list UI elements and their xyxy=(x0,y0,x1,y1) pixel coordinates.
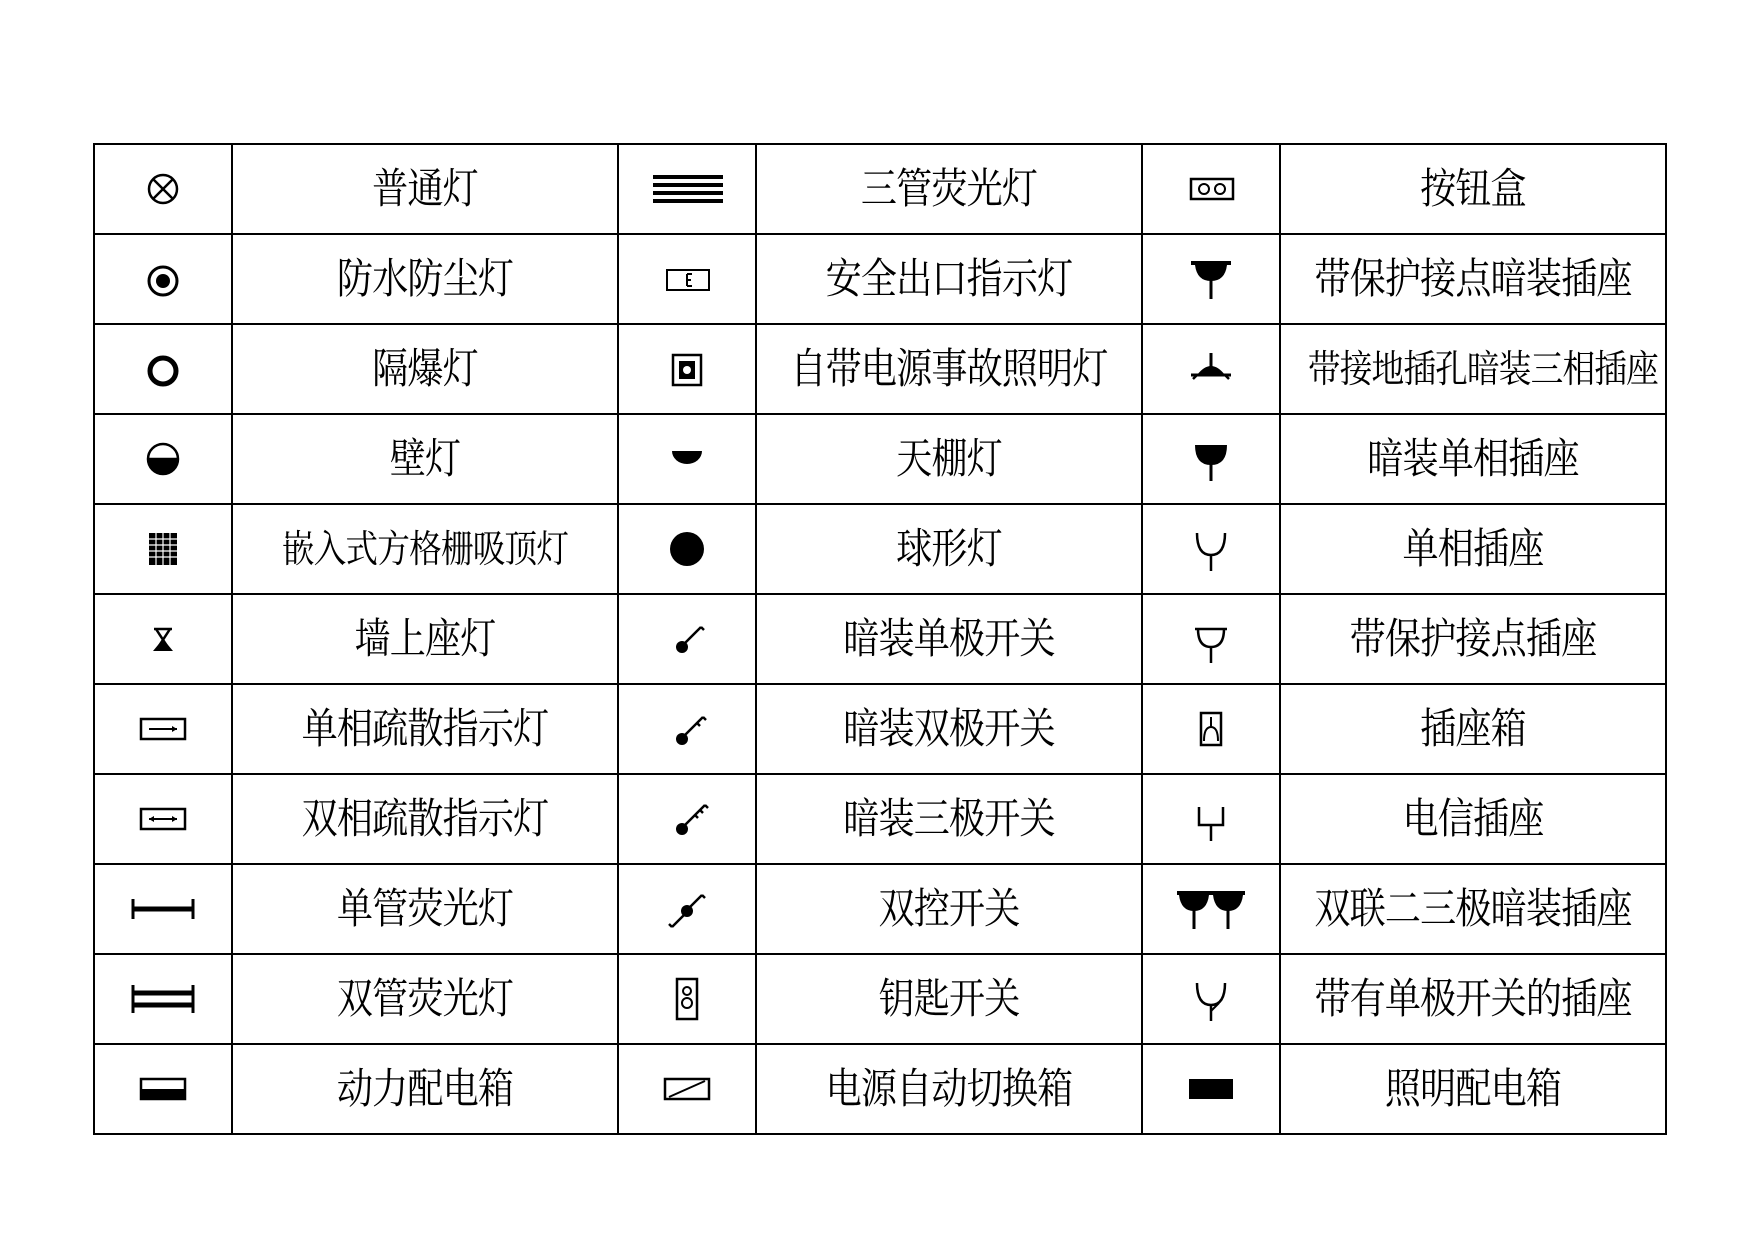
wall-mounted-lamp-icon xyxy=(103,599,223,679)
emergency-lamp-icon xyxy=(627,329,747,409)
table-row xyxy=(94,954,1666,1044)
symbol-label: 墙上座灯 xyxy=(259,594,591,684)
socket-box-icon xyxy=(1151,689,1271,769)
table-row xyxy=(94,504,1666,594)
concealed-grounded-socket-icon xyxy=(1151,239,1271,319)
symbol-cell xyxy=(618,1044,756,1134)
symbol-label: 天棚灯 xyxy=(783,414,1115,504)
symbol-label: 动力配电箱 xyxy=(259,1044,591,1134)
table-row xyxy=(94,864,1666,954)
symbol-label: 暗装三极开关 xyxy=(783,774,1115,864)
triple-fluorescent-lamp-icon xyxy=(627,149,747,229)
concealed-single-phase-socket-icon xyxy=(1151,419,1271,499)
symbol-cell xyxy=(618,414,756,504)
symbol-label: 双联二三极暗装插座 xyxy=(1307,864,1639,954)
symbol-cell xyxy=(618,324,756,414)
symbol-cell xyxy=(1142,414,1280,504)
table-row xyxy=(94,1044,1666,1134)
symbol-cell xyxy=(618,144,756,234)
symbol-cell xyxy=(618,504,756,594)
waterproof-dustproof-lamp-icon xyxy=(103,239,223,319)
symbol-cell xyxy=(618,954,756,1044)
symbol-label: 带有单极开关的插座 xyxy=(1307,954,1639,1044)
table-row xyxy=(94,324,1666,414)
symbol-cell xyxy=(94,954,232,1044)
symbol-cell xyxy=(94,414,232,504)
button-box-icon xyxy=(1151,149,1271,229)
grounded-socket-icon xyxy=(1151,599,1271,679)
telecom-socket-icon xyxy=(1151,779,1271,859)
double-fluorescent-lamp-icon xyxy=(103,959,223,1039)
symbol-label: 暗装单极开关 xyxy=(783,594,1115,684)
symbol-label: 球形灯 xyxy=(783,504,1115,594)
symbol-cell xyxy=(618,864,756,954)
symbol-label: 嵌入式方格栅吸顶灯 xyxy=(259,504,591,594)
symbol-label: 带保护接点插座 xyxy=(1307,594,1639,684)
symbol-cell xyxy=(94,774,232,864)
symbol-cell xyxy=(1142,954,1280,1044)
symbol-label: 安全出口指示灯 xyxy=(783,234,1115,324)
two-way-switch-icon xyxy=(627,869,747,949)
switched-socket-icon xyxy=(1151,959,1271,1039)
key-switch-icon xyxy=(627,959,747,1039)
symbol-cell xyxy=(618,684,756,774)
double-concealed-socket-icon xyxy=(1151,869,1271,949)
symbol-label: 单相疏散指示灯 xyxy=(259,684,591,774)
symbol-label: 双相疏散指示灯 xyxy=(259,774,591,864)
lighting-distribution-box-icon xyxy=(1151,1049,1271,1129)
single-evacuation-sign-icon xyxy=(103,689,223,769)
table-row xyxy=(94,774,1666,864)
symbol-cell xyxy=(94,504,232,594)
symbol-label: 普通灯 xyxy=(259,144,591,234)
symbol-label: 照明配电箱 xyxy=(1307,1044,1639,1134)
symbol-label: 电信插座 xyxy=(1307,774,1639,864)
table-row xyxy=(94,684,1666,774)
symbol-cell xyxy=(618,234,756,324)
symbol-cell xyxy=(94,864,232,954)
explosion-proof-lamp-icon xyxy=(103,329,223,409)
symbol-label: 钥匙开关 xyxy=(783,954,1115,1044)
symbol-label: 双控开关 xyxy=(783,864,1115,954)
symbol-cell xyxy=(94,234,232,324)
table-row xyxy=(94,144,1666,234)
concealed-double-pole-switch-icon xyxy=(627,689,747,769)
symbol-label: 带接地插孔暗装三相插座 xyxy=(1307,324,1639,414)
table-row xyxy=(94,234,1666,324)
symbol-cell xyxy=(1142,234,1280,324)
symbol-cell xyxy=(618,774,756,864)
symbol-cell xyxy=(1142,324,1280,414)
symbol-cell xyxy=(94,144,232,234)
symbol-label: 单管荧光灯 xyxy=(259,864,591,954)
wall-lamp-icon xyxy=(103,419,223,499)
symbol-label: 防水防尘灯 xyxy=(259,234,591,324)
table-row xyxy=(94,414,1666,504)
double-evacuation-sign-icon xyxy=(103,779,223,859)
symbol-label: 按钮盒 xyxy=(1307,144,1639,234)
symbol-cell xyxy=(1142,774,1280,864)
symbol-label: 电源自动切换箱 xyxy=(783,1044,1115,1134)
symbol-label: 壁灯 xyxy=(259,414,591,504)
symbol-cell xyxy=(94,1044,232,1134)
symbol-cell xyxy=(1142,144,1280,234)
symbol-cell xyxy=(618,594,756,684)
globe-lamp-icon xyxy=(627,509,747,589)
symbol-cell xyxy=(1142,504,1280,594)
symbol-label: 暗装单相插座 xyxy=(1307,414,1639,504)
recessed-grille-lamp-icon xyxy=(103,509,223,589)
power-distribution-box-icon xyxy=(103,1049,223,1129)
single-phase-socket-icon xyxy=(1151,509,1271,589)
symbol-label: 单相插座 xyxy=(1307,504,1639,594)
symbol-cell xyxy=(94,324,232,414)
symbol-cell xyxy=(1142,684,1280,774)
exit-sign-lamp-icon xyxy=(627,239,747,319)
concealed-three-phase-socket-icon xyxy=(1151,329,1271,409)
ordinary-lamp-icon xyxy=(103,149,223,229)
ceiling-lamp-icon xyxy=(627,419,747,499)
symbol-cell xyxy=(94,684,232,774)
symbol-cell xyxy=(1142,594,1280,684)
symbol-label: 插座箱 xyxy=(1307,684,1639,774)
symbol-label: 带保护接点暗装插座 xyxy=(1307,234,1639,324)
table-row xyxy=(94,594,1666,684)
symbol-cell xyxy=(1142,864,1280,954)
electrical-symbol-legend-table xyxy=(93,143,1667,1135)
symbol-label: 隔爆灯 xyxy=(259,324,591,414)
symbol-label: 暗装双极开关 xyxy=(783,684,1115,774)
auto-transfer-box-icon xyxy=(627,1049,747,1129)
symbol-cell xyxy=(94,594,232,684)
symbol-cell xyxy=(1142,1044,1280,1134)
symbol-label: 自带电源事故照明灯 xyxy=(783,324,1115,414)
symbol-label: 双管荧光灯 xyxy=(259,954,591,1044)
concealed-single-pole-switch-icon xyxy=(627,599,747,679)
concealed-three-pole-switch-icon xyxy=(627,779,747,859)
symbol-label: 三管荧光灯 xyxy=(783,144,1115,234)
single-fluorescent-lamp-icon xyxy=(103,869,223,949)
